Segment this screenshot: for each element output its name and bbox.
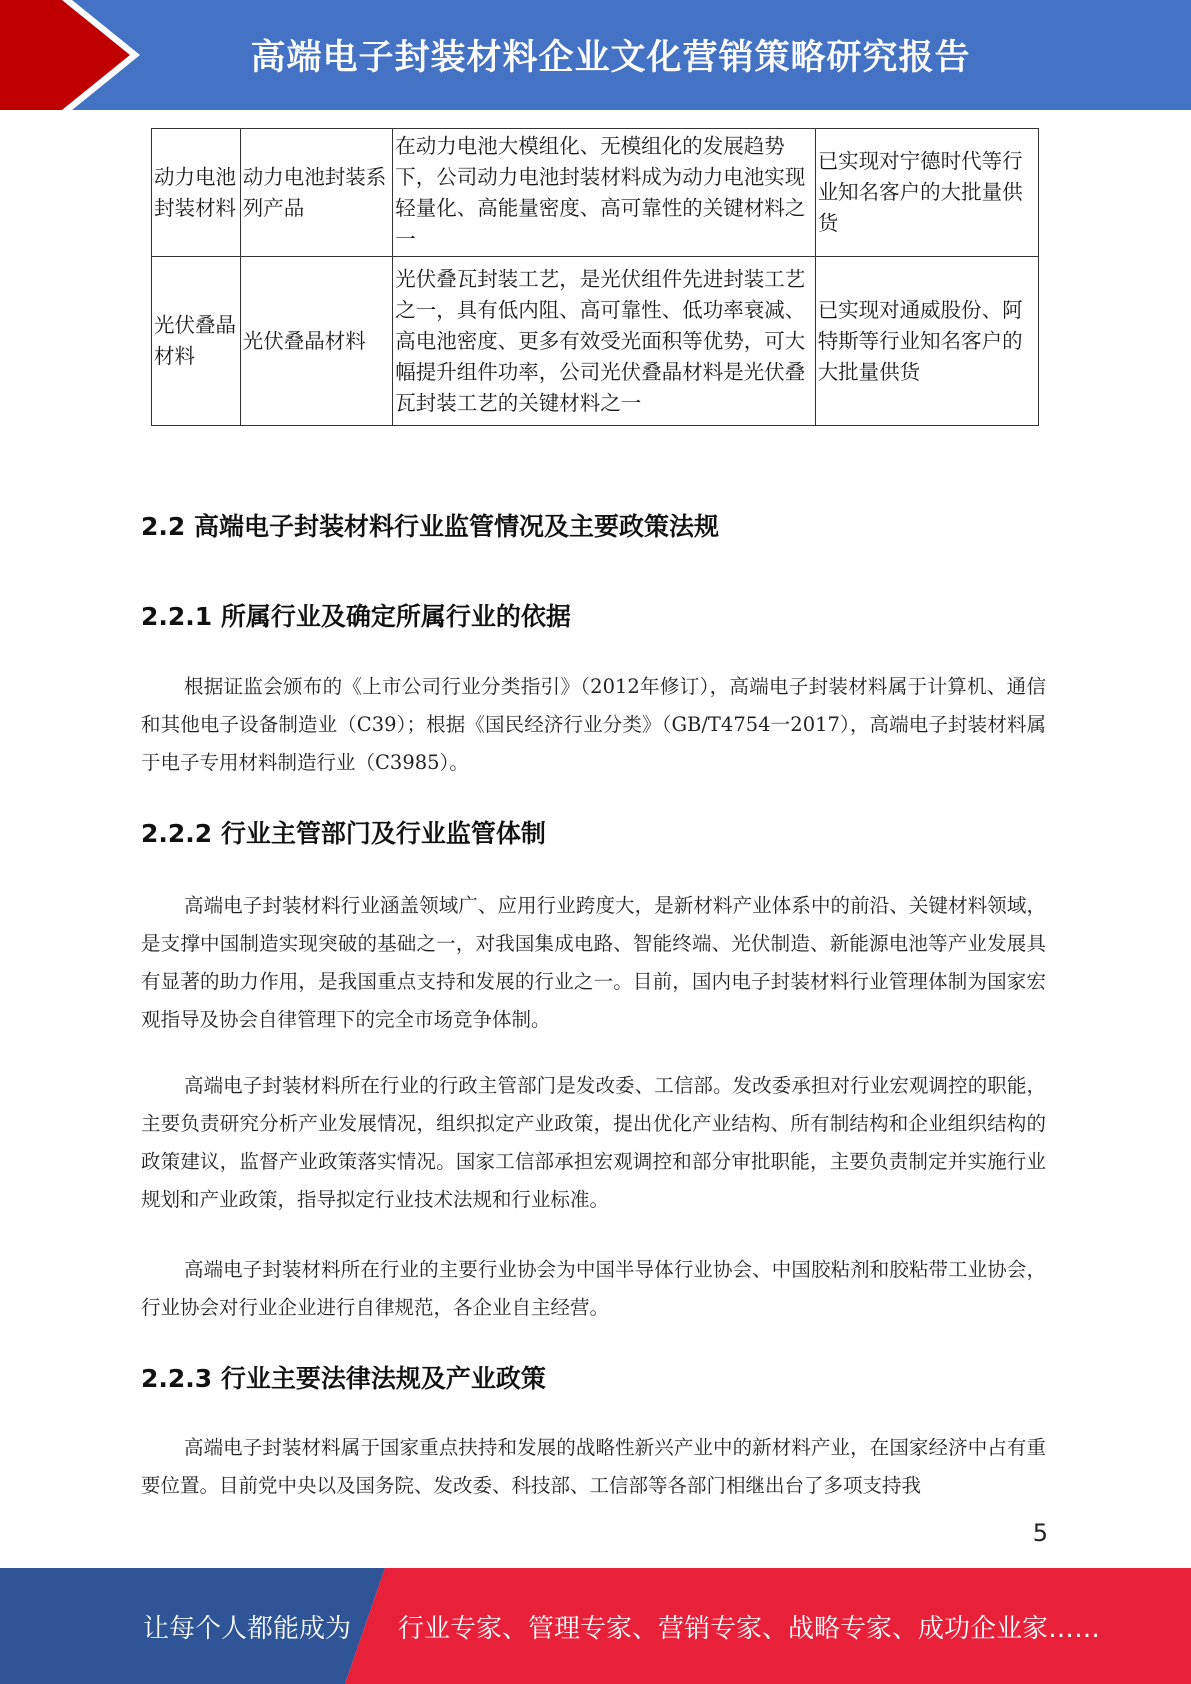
paragraph: 根据证监会颁布的《上市公司行业分类指引》（2012年修订），高端电子封装材料属于计算机、通信和其他电子设备制造业（C39）；根据《国民经济行业分类》（GB/T4754一2017），高端电子封装材料属于电子专用材料制造行业（C3985）。 [141, 675, 1046, 774]
table-cell-category: 动力电池封装材料 [152, 129, 241, 257]
paragraph: 高端电子封装材料行业涵盖领域广、应用行业跨度大，是新材料产业体系中的前沿、关键材料领域，是支撑中国制造实现突破的基础之一，对我国集成电路、智能终端、光伏制造、新能源电池等产业发展具有显著的助力作用，是我国重点支持和发展的行业之一。目前，国内电子封装材料行业管理体制为国家宏观指导及协会自律管理下的完全市场竞争体制。 [141, 894, 1046, 1031]
paragraph: 高端电子封装材料所在行业的主要行业协会为中国半导体行业协会、中国胶粘剂和胶粘带工业协会，行业协会对行业企业进行自律规范，各企业自主经营。 [141, 1258, 1046, 1319]
table-cell-product: 光伏叠晶材料 [240, 257, 392, 426]
page-footer [0, 1568, 1191, 1684]
paragraph: 高端电子封装材料所在行业的行政主管部门是发改委、工信部。发改委承担对行业宏观调控的职能，主要负责研究分析产业发展情况，组织拟定产业政策，提出优化产业结构、所有制结构和企业组织结构的政策建议，监督产业政策落实情况。国家工信部承担宏观调控和部分审批职能，主要负责制定并实施行业规划和产业政策，指导拟定行业技术法规和行业标准。 [141, 1074, 1046, 1211]
header-arrow-icon [0, 0, 150, 110]
table-cell-category: 光伏叠晶材料 [152, 257, 241, 426]
footer-slogan-left: 让每个人都能成为 [143, 1613, 352, 1644]
table-cell-product: 动力电池封装系列产品 [240, 129, 392, 257]
table-cell-customers: 已实现对通威股份、阿特斯等行业知名客户的大批量供货 [815, 257, 1038, 426]
table-row [152, 257, 1039, 426]
page-number: 5 [1032, 1519, 1048, 1547]
section-heading-2-2-2: 2.2.2 行业主管部门及行业监管体制 [141, 819, 546, 848]
section-heading-2-2: 2.2 高端电子封装材料行业监管情况及主要政策法规 [141, 512, 719, 541]
document-title: 高端电子封装材料企业文化营销策略研究报告 [250, 38, 971, 78]
table-cell-description: 在动力电池大模组化、无模组化的发展趋势下，公司动力电池封装材料成为动力电池实现轻量化、高能量密度、高可靠性的关键材料之一 [393, 129, 815, 257]
table-row [152, 129, 1039, 257]
table-cell-description: 光伏叠瓦封装工艺，是光伏组件先进封装工艺之一，具有低内阻、高可靠性、低功率衰减、高电池密度、更多有效受光面积等优势，可大幅提升组件功率，公司光伏叠晶材料是光伏叠瓦封装工艺的关键材料之一 [393, 257, 815, 426]
paragraph: 高端电子封装材料属于国家重点扶持和发展的战略性新兴产业中的新材料产业，在国家经济中占有重要位置。目前党中央以及国务院、发改委、科技部、工信部等各部门相继出台了多项支持我 [141, 1436, 1046, 1497]
product-table [151, 128, 1039, 426]
footer-slogan-right: 行业专家、管理专家、营销专家、战略专家、成功企业家…… [398, 1613, 1101, 1644]
table-cell-customers: 已实现对宁德时代等行业知名客户的大批量供货 [815, 129, 1038, 257]
section-heading-2-2-1: 2.2.1 所属行业及确定所属行业的依据 [141, 602, 571, 631]
section-heading-2-2-3: 2.2.3 行业主要法律法规及产业政策 [141, 1364, 546, 1393]
page-header [0, 0, 1191, 110]
